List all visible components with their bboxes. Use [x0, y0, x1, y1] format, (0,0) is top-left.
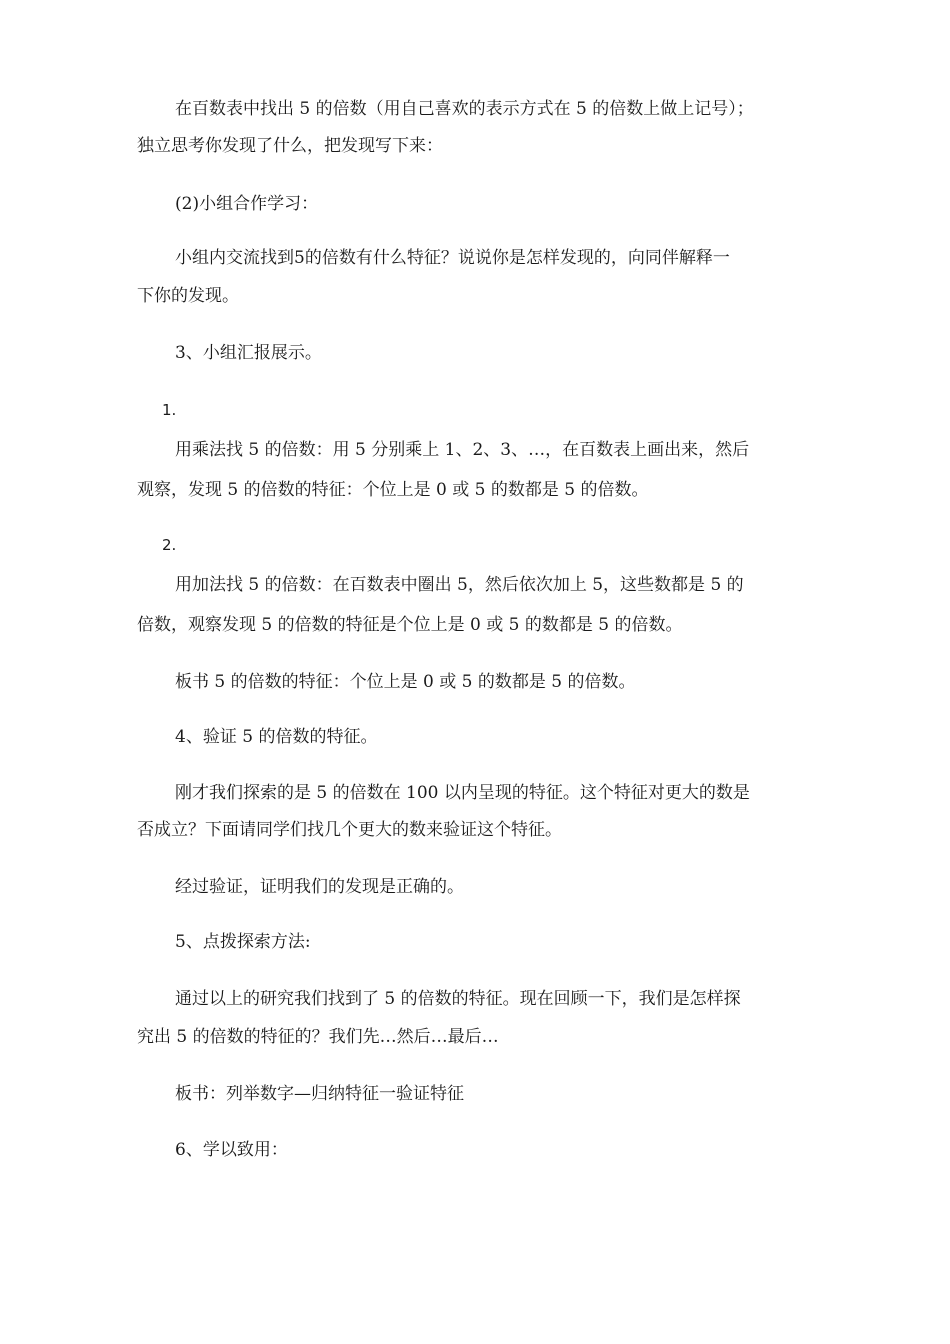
heading-verify-feature: 4、验证 5 的倍数的特征。 [175, 727, 378, 747]
paragraph-board-feature: 板书 5 的倍数的特征：个位上是 0 或 5 的数都是 5 的倍数。 [175, 672, 636, 692]
heading-apply: 6、学以致用： [175, 1140, 288, 1160]
heading-group-report: 3、小组汇报展示。 [175, 343, 322, 363]
paragraph-group-exchange-line1: 小组内交流找到5的倍数有什么特征？说说你是怎样发现的，向同伴解释一 [175, 248, 730, 268]
paragraph-multiplication-line2: 观察，发现 5 的倍数的特征：个位上是 0 或 5 的数都是 5 的倍数。 [137, 480, 649, 500]
paragraph-verified: 经过验证，证明我们的发现是正确的。 [175, 877, 464, 897]
heading-method: 5、点拨探索方法: [175, 932, 311, 952]
paragraph-addition-line2: 倍数，观察发现 5 的倍数的特征是个位上是 0 或 5 的数都是 5 的倍数。 [137, 615, 683, 635]
paragraph-group-study: (2)小组合作学习： [175, 194, 319, 214]
list-number-2: 2. [162, 536, 177, 554]
paragraph-explore-line2: 否成立？下面请同学们找几个更大的数来验证这个特征。 [137, 820, 562, 840]
paragraph-review-line2: 究出 5 的倍数的特征的？我们先…然后…最后… [137, 1027, 499, 1047]
paragraph-addition-line1: 用加法找 5 的倍数：在百数表中圈出 5，然后依次加上 5，这些数都是 5 的 [175, 575, 744, 595]
paragraph-board-method: 板书：列举数字—归纳特征一验证特征 [175, 1084, 464, 1104]
paragraph-find-multiples-line2: 独立思考你发现了什么，把发现写下来： [137, 136, 443, 156]
paragraph-find-multiples-line1: 在百数表中找出 5 的倍数（用自己喜欢的表示方式在 5 的倍数上做上记号）； [175, 99, 754, 119]
paragraph-multiplication-line1: 用乘法找 5 的倍数：用 5 分别乘上 1、2、3、…，在百数表上画出来，然后 [175, 440, 750, 460]
paragraph-group-exchange-line2: 下你的发现。 [137, 286, 239, 306]
paragraph-explore-line1: 刚才我们探索的是 5 的倍数在 100 以内呈现的特征。这个特征对更大的数是 [175, 783, 750, 803]
paragraph-review-line1: 通过以上的研究我们找到了 5 的倍数的特征。现在回顾一下，我们是怎样探 [175, 989, 741, 1009]
list-number-1: 1. [162, 401, 177, 419]
